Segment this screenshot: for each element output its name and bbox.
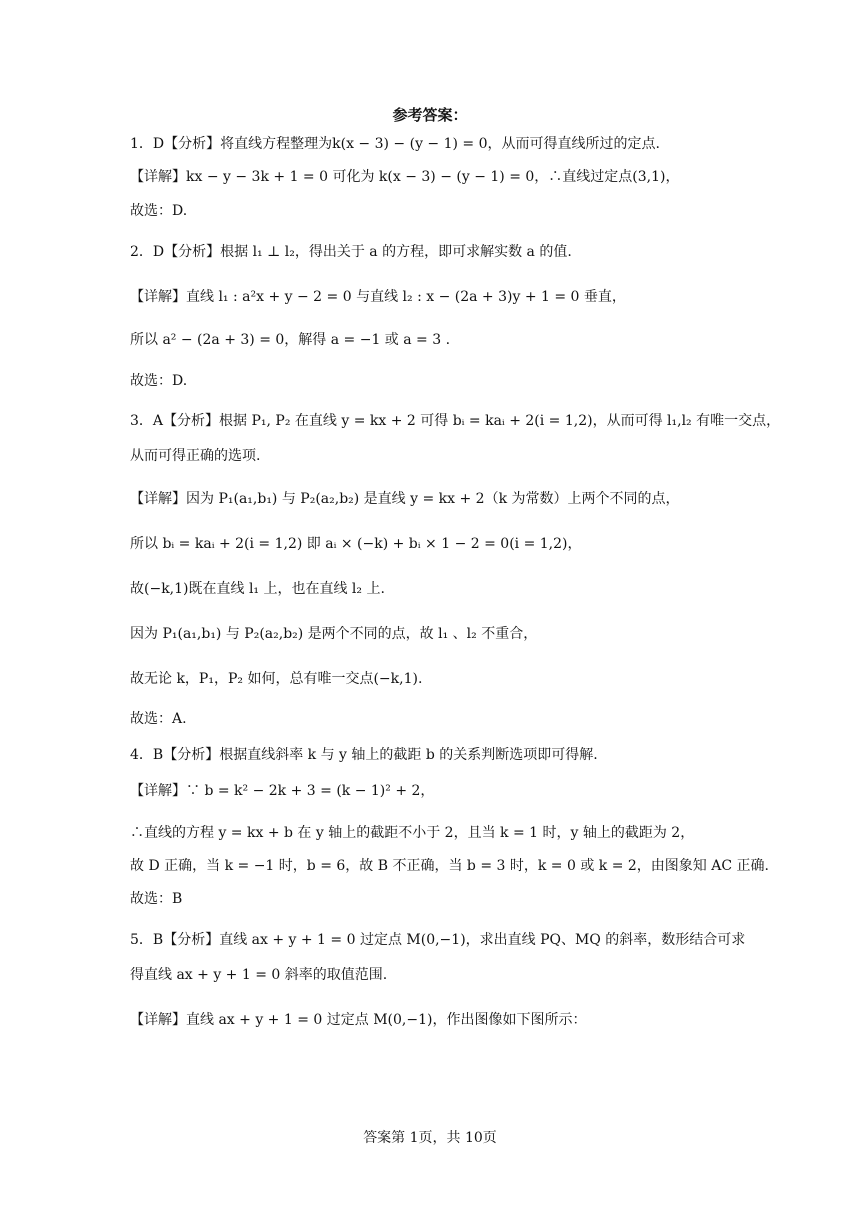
text-line: 4．B【分析】根据直线斜率 k 与 y 轴上的截距 b 的关系判断选项即可得解.: [130, 747, 598, 763]
text-line: 从而可得正确的选项.: [130, 448, 261, 464]
text-line: 【详解】∵ b = k² − 2k + 3 = (k − 1)² + 2，: [130, 783, 435, 799]
text-line: 【详解】直线 l₁ : a²x + y − 2 = 0 与直线 l₂ : x − (2a + 3)y + 1 = 0 垂直，: [130, 289, 626, 305]
page-footer: 答案第 1页，共 10页: [363, 1130, 497, 1146]
text-line: 【详解】直线 ax + y + 1 = 0 过定点 M(0,−1)，作出图像如下图所示：: [130, 1012, 587, 1028]
text-line: 【详解】因为 P₁(a₁,b₁) 与 P₂(a₂,b₂) 是直线 y = kx + 2（k 为常数）上两个不同的点，: [130, 491, 680, 507]
text-line: 得直线 ax + y + 1 = 0 斜率的取值范围.: [130, 967, 388, 983]
text-line: 3．A【分析】根据 P₁, P₂ 在直线 y = kx + 2 可得 bᵢ = kaᵢ + 2(i = 1,2)，从而可得 l₁,l₂ 有唯一交点，: [130, 413, 781, 429]
text-line: 所以 bᵢ = kaᵢ + 2(i = 1,2) 即 aᵢ × (−k) + bᵢ × 1 − 2 = 0(i = 1,2)，: [130, 536, 582, 552]
text-line: 故选：B: [130, 891, 183, 907]
text-line: 故选：A.: [130, 711, 187, 727]
text-line: 因为 P₁(a₁,b₁) 与 P₂(a₂,b₂) 是两个不同的点，故 l₁ 、l₂ 不重合，: [130, 626, 538, 642]
text-line: 故 D 正确，当 k = −1 时，b = 6，故 B 不正确，当 b = 3 时，k = 0 或 k = 2，由图象知 AC 正确.: [130, 858, 769, 874]
text-line: 故选：D.: [130, 373, 188, 389]
text-line: ∴直线的方程 y = kx + b 在 y 轴上的截距不小于 2，且当 k = 1 时，y 轴上的截距为 2，: [130, 825, 695, 841]
page-title: 参考答案：: [392, 106, 468, 124]
text-line: 故(−k,1)既在直线 l₁ 上，也在直线 l₂ 上.: [130, 581, 385, 597]
text-line: 所以 a² − (2a + 3) = 0，解得 a = −1 或 a = 3 .: [130, 332, 451, 348]
text-line: 【详解】kx − y − 3k + 1 = 0 可化为 k(x − 3) − (y − 1) = 0，∴直线过定点(3,1)，: [130, 169, 680, 185]
text-line: 1．D【分析】将直线方程整理为k(x − 3) − (y − 1) = 0，从而可得直线所过的定点.: [130, 136, 660, 152]
text-line: 5．B【分析】直线 ax + y + 1 = 0 过定点 M(0,−1)，求出直线 PQ、MQ 的斜率，数形结合可求: [130, 932, 746, 948]
text-line: 故无论 k，P₁，P₂ 如何，总有唯一交点(−k,1).: [130, 671, 423, 687]
text-line: 故选：D.: [130, 203, 188, 219]
text-line: 2．D【分析】根据 l₁ ⊥ l₂，得出关于 a 的方程，即可求解实数 a 的值.: [130, 244, 572, 260]
